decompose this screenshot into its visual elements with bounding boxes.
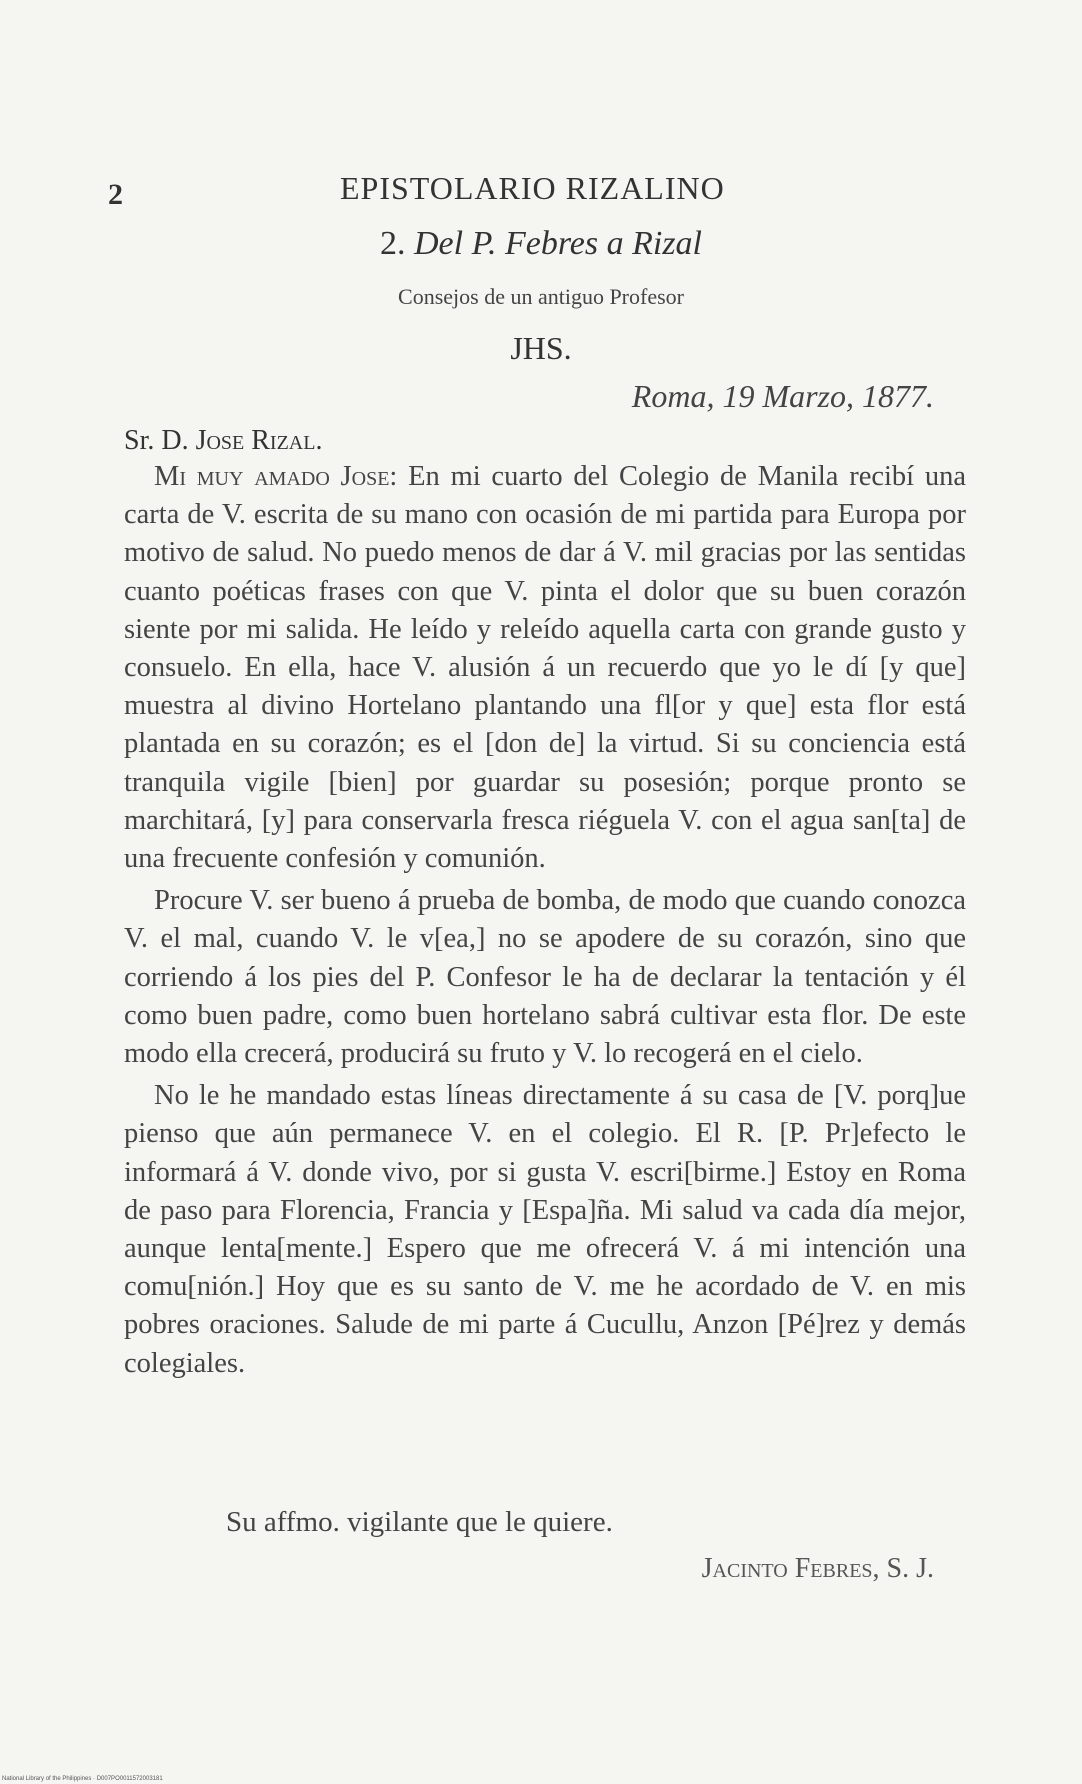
footer-credit: National Library of the Philippines · D007PO0011572003181 (2, 1776, 163, 1782)
letter-title-text: Del P. Febres a Rizal (413, 225, 703, 262)
dateline: Roma, 19 Marzo, 1877. (631, 378, 934, 414)
addressee (124, 425, 322, 457)
monogram: JHS. (510, 330, 572, 366)
signature: Jacinto Febres, S. J. (701, 1553, 934, 1584)
letter-subtitle: Consejos de un antiguo Profesor (398, 284, 684, 309)
paragraph-1-text: En mi cuarto del Colegio de Manila recibí una carta de V. escrita de su mano con ocasión de mi partida para Europa por motivo de salud. No puedo menos de dar á V. mil gracias por las sentidas cuanto poéticas frases con que V. pinta el dolor que su buen corazón siente por mi salida. He leído y releído aquella carta con grande gusto y consuelo. En ella, hace V. alusión á un recuerdo que yo le dí [y que] muestra al divino Hortelano plantando una fl[or y que] esta flor está plantada en su corazón; es el [don de] la virtud. Si su conciencia está tranquila vigile [bien] por guardar su posesión; porque pronto se marchitará, [y] para conservarla fresca riéguela V. con el agua san[ta] de una frecuente confesión y comunión. (124, 461, 967, 875)
page-number: 2 (108, 178, 123, 211)
running-head: EPISTOLARIO RIZALINO (340, 170, 725, 206)
addressee-prefix: Sr. D. (124, 425, 189, 456)
salutation: Mi muy amado Jose: (154, 461, 398, 492)
letter-title (0, 225, 1082, 263)
paragraph-3: No le he mandado estas líneas directamente á su casa de [V. porq]ue pienso que aún permanece V. en el colegio. El R. [P. Pr]efecto le informará á V. donde vivo, por si gusta V. escri[birme.] Estoy en Roma de paso para Florencia, Francia y [Espa]ña. Mi salud va cada día mejor, aunque lenta[mente.] Espero que me ofrecerá V. á mi intención una comu[nión.] Hoy que es su santo de V. me he acordado de V. en mis pobres oraciones. Salude de mi parte á Cucullu, Anzon [Pé]rez y demás colegiales. (124, 1080, 966, 1379)
addressee-name: Jose Rizal. (195, 425, 323, 456)
letter-number: 2. (379, 225, 406, 262)
paragraph-1 (124, 458, 966, 878)
closing: Su affmo. vigilante que le quiere. (226, 1506, 613, 1538)
paragraph-2: Procure V. ser bueno á prueba de bomba, de modo que cuando conozca V. el mal, cuando V. le v[ea,] no se apodere de su corazón, sino que corriendo á los pies del P. Confesor le ha de declarar la tentación y él como buen padre, como buen hortelano sabrá cultivar esta flor. De este modo ella crecerá, producirá su fruto y V. lo recogerá en el cielo. (124, 885, 966, 1070)
letter-body (124, 458, 966, 1383)
